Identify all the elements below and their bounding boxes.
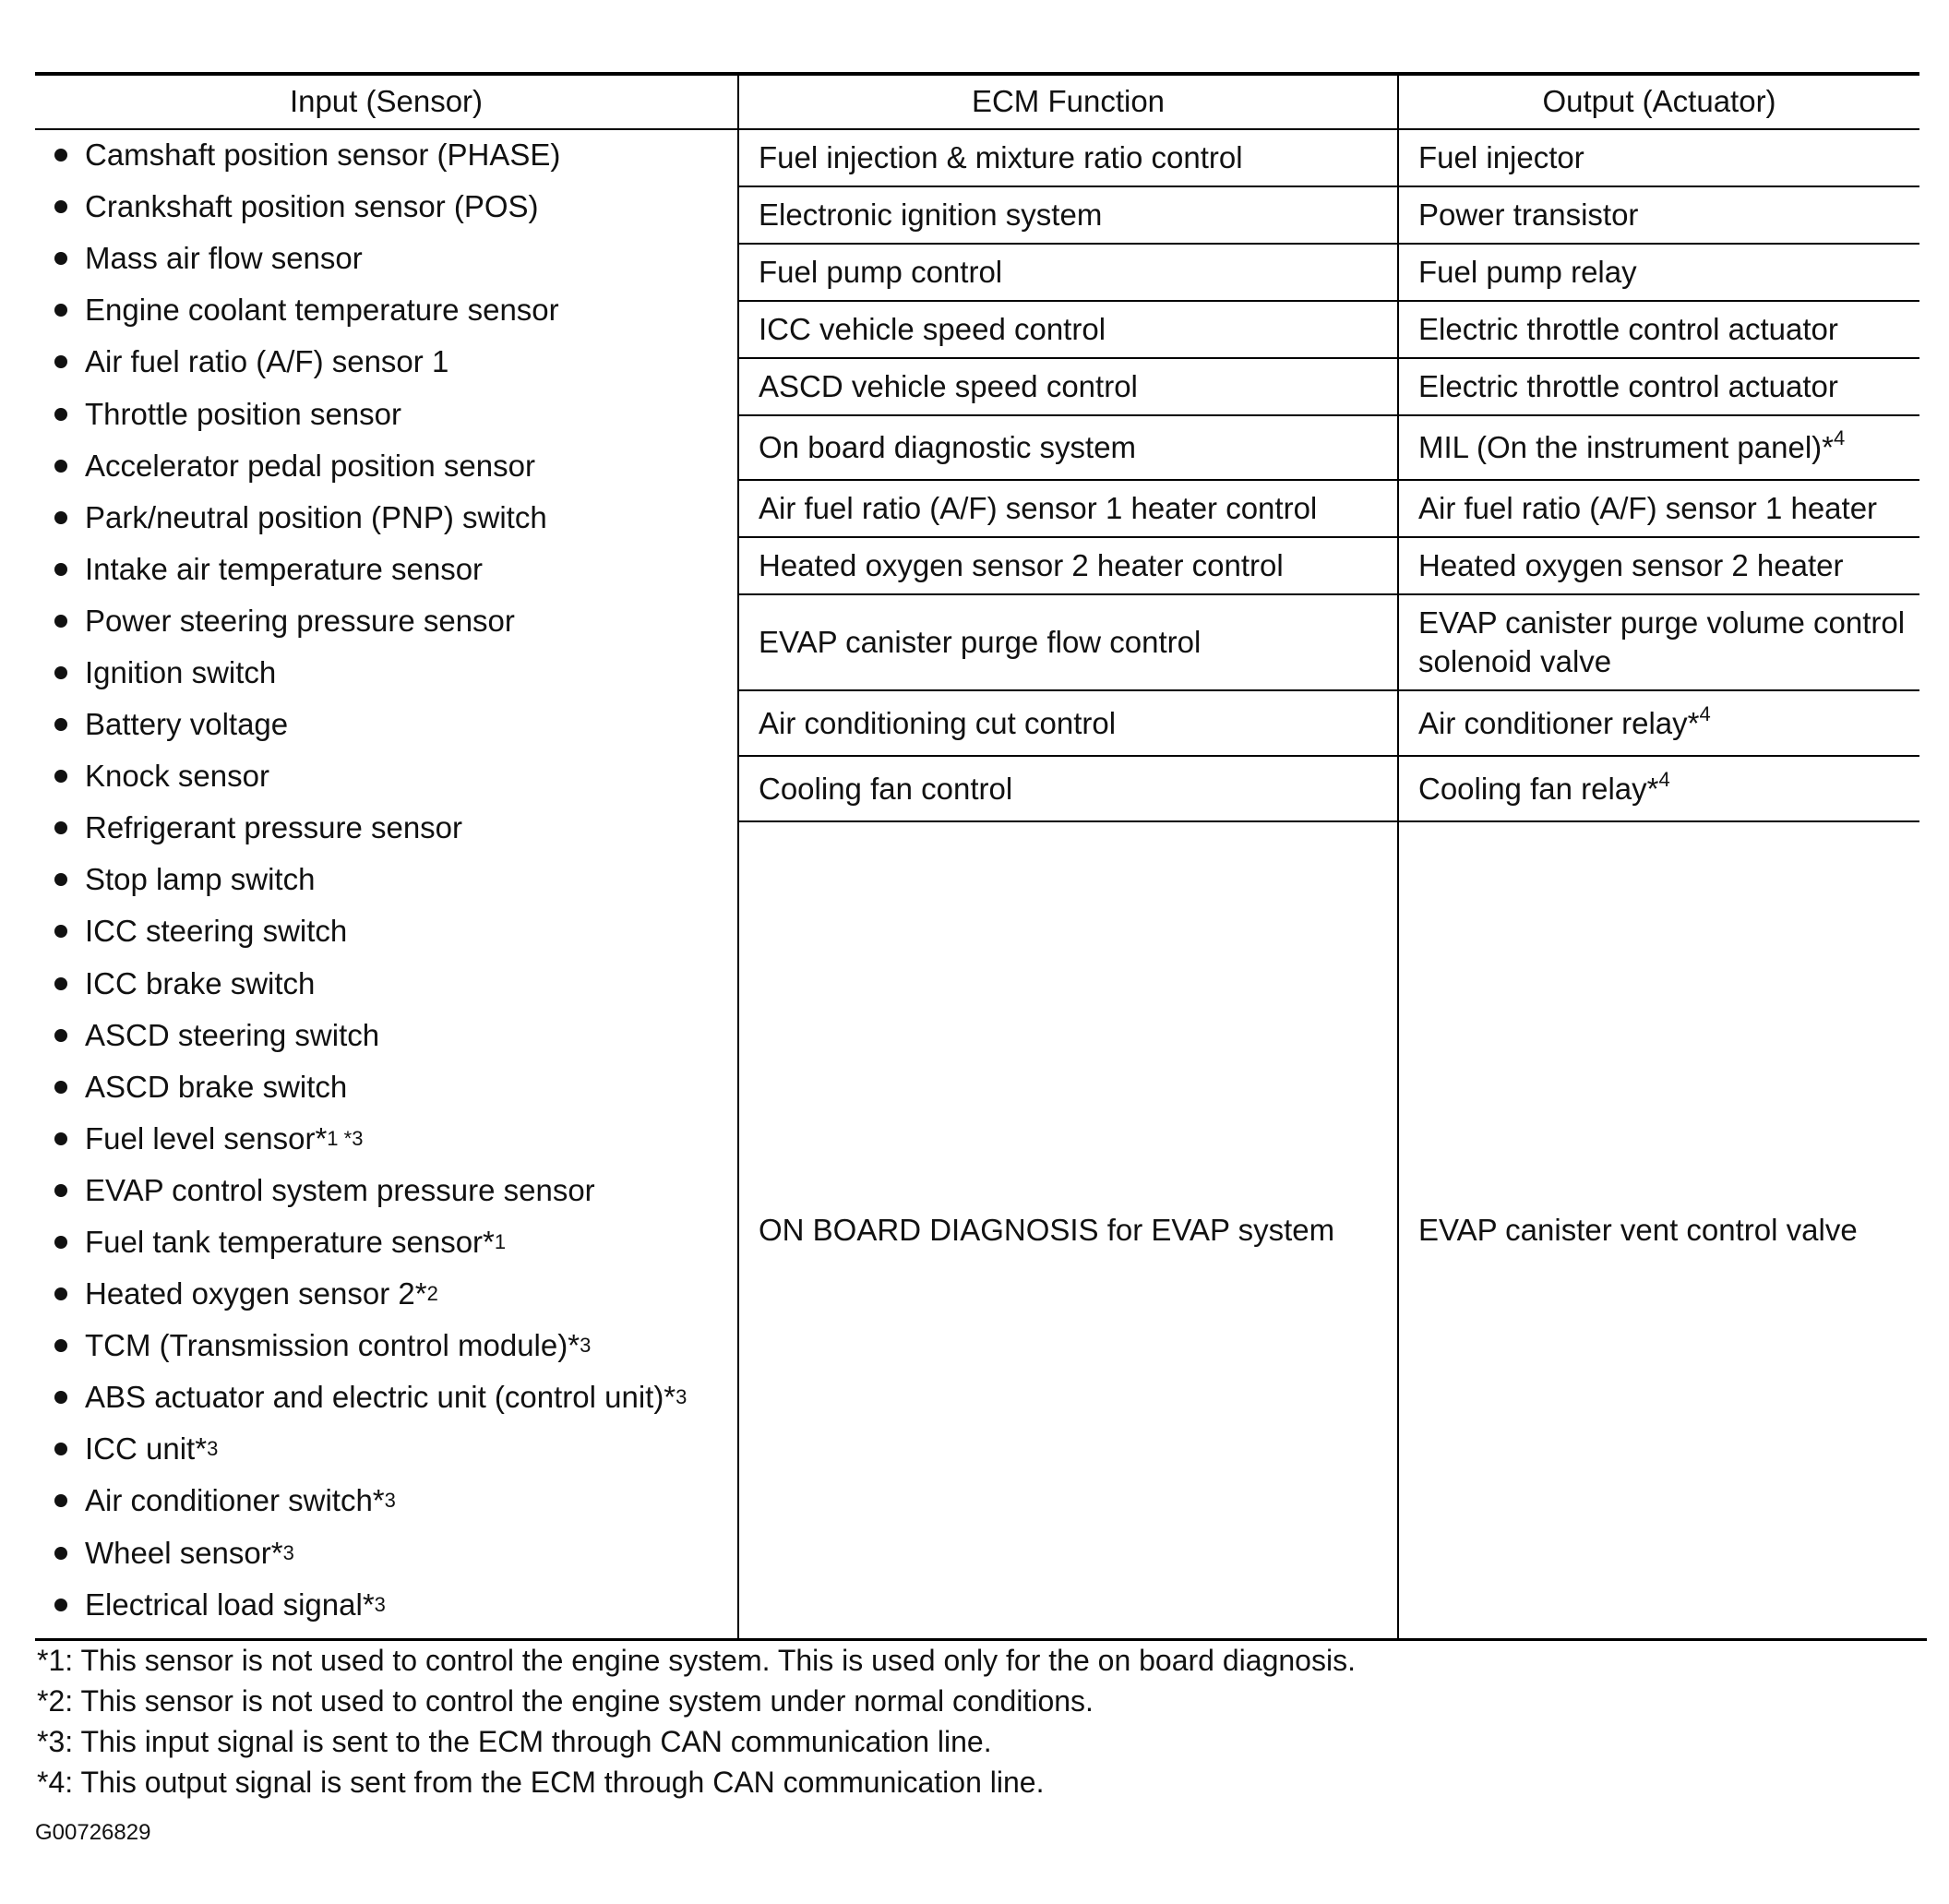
bullet-icon xyxy=(54,408,67,421)
bullet-icon xyxy=(54,149,67,162)
bullet-icon xyxy=(54,718,67,731)
input-list-item xyxy=(52,233,725,284)
output-label: MIL (On the instrument panel)* xyxy=(1418,430,1834,464)
input-list-item xyxy=(52,1165,725,1216)
bullet-icon xyxy=(54,511,67,524)
input-list-item: Fuel level sensor* 1 *3 xyxy=(52,1113,725,1165)
figure-code: G00726829 xyxy=(35,1820,151,1845)
input-list-item xyxy=(52,388,725,439)
input-list-item xyxy=(52,802,725,854)
bullet-icon xyxy=(54,873,67,886)
input-list-item xyxy=(52,492,725,544)
input-label: Camshaft position sensor (PHASE) xyxy=(85,138,561,173)
input-label: ABS actuator and electric unit (control unit)* xyxy=(85,1380,676,1415)
output-actuator-cell xyxy=(1418,301,1912,358)
input-label: ICC unit* xyxy=(85,1431,208,1467)
bullet-icon xyxy=(54,1547,67,1560)
input-label: TCM (Transmission control module)* xyxy=(85,1328,580,1363)
bullet-icon xyxy=(54,1339,67,1352)
input-label: ASCD steering switch xyxy=(85,1017,380,1052)
ecm-function-cell: Fuel injection & mixture ratio control xyxy=(759,140,1243,174)
bullet-icon xyxy=(54,1443,67,1455)
input-list-item xyxy=(52,647,725,699)
input-list-item xyxy=(52,440,725,492)
input-label: Air conditioner switch* xyxy=(85,1483,385,1518)
output-actuator-cell xyxy=(1418,358,1912,415)
output-label: Power transistor xyxy=(1418,198,1639,232)
bullet-icon xyxy=(54,615,67,628)
header-output: Output (Actuator) xyxy=(1542,84,1776,118)
input-sensor-list xyxy=(52,129,725,1631)
input-label: Park/neutral position (PNP) switch xyxy=(85,499,547,534)
footnote-3: *3: This input signal is sent to the ECM through CAN communication line. xyxy=(37,1725,992,1758)
output-label: EVAP canister purge volume control solenoid valve xyxy=(1418,605,1906,678)
bullet-icon xyxy=(54,821,67,834)
ecm-function-cell: Air fuel ratio (A/F) sensor 1 heater control xyxy=(759,491,1318,525)
ecm-function-cell: ASCD vehicle speed control xyxy=(759,369,1138,403)
column-divider-2 xyxy=(1397,74,1399,1639)
bullet-icon xyxy=(54,1132,67,1145)
input-list-item xyxy=(52,181,725,233)
input-label: Throttle position sensor xyxy=(85,396,402,431)
footnote-4: *4: This output signal is sent from the ECM through CAN communication line. xyxy=(37,1766,1045,1799)
input-label: Engine coolant temperature sensor xyxy=(85,293,559,328)
input-list-item: Fuel tank temperature sensor* 1 xyxy=(52,1216,725,1268)
output-label: Fuel pump relay xyxy=(1418,255,1637,289)
footnote-marker: 4 xyxy=(1699,701,1711,725)
bullet-icon xyxy=(54,1494,67,1507)
input-label: Refrigerant pressure sensor xyxy=(85,810,463,845)
header-ecm-function: ECM Function xyxy=(971,84,1166,118)
bullet-icon xyxy=(54,355,67,368)
input-label: Wheel sensor* xyxy=(85,1535,283,1570)
ecm-function-cell: Heated oxygen sensor 2 heater control xyxy=(759,548,1284,582)
ecm-function-cell: EVAP canister purge flow control xyxy=(759,625,1202,659)
bullet-icon xyxy=(54,1236,67,1249)
input-list-item xyxy=(52,1061,725,1113)
input-list-item xyxy=(52,750,725,802)
output-actuator-cell xyxy=(1418,480,1912,537)
output-label: Electric throttle control actuator xyxy=(1418,369,1838,403)
output-label: Air conditioner relay* xyxy=(1418,705,1700,740)
input-list-item: TCM (Transmission control module)* 3 xyxy=(52,1320,725,1371)
input-list-item: Electrical load signal* 3 xyxy=(52,1579,725,1631)
output-actuator-cell xyxy=(1418,690,1912,756)
output-actuator-cell xyxy=(1418,594,1912,690)
input-label: Crankshaft position sensor (POS) xyxy=(85,189,539,224)
column-divider-1 xyxy=(737,74,739,1639)
bullet-icon xyxy=(54,977,67,990)
bullet-icon xyxy=(54,1029,67,1042)
output-actuator-cell xyxy=(1418,244,1912,301)
output-label: Heated oxygen sensor 2 heater xyxy=(1418,548,1844,582)
output-label: EVAP canister vent control valve xyxy=(1418,1213,1858,1247)
bullet-icon xyxy=(54,563,67,576)
bullet-icon xyxy=(54,1081,67,1094)
ecm-function-cell: Cooling fan control xyxy=(759,771,1013,806)
bullet-icon xyxy=(54,925,67,938)
input-list-item xyxy=(52,958,725,1010)
input-label: Accelerator pedal position sensor xyxy=(85,448,535,483)
input-label: Battery voltage xyxy=(85,707,289,742)
input-list-item xyxy=(52,544,725,595)
output-label: Fuel injector xyxy=(1418,140,1584,174)
input-label: Electrical load signal* xyxy=(85,1587,375,1622)
ecm-function-cell: ICC vehicle speed control xyxy=(759,312,1106,346)
footnote-marker: 4 xyxy=(1658,767,1670,791)
input-label: ICC steering switch xyxy=(85,914,348,949)
input-label: Intake air temperature sensor xyxy=(85,551,484,586)
input-list-item xyxy=(52,284,725,336)
bullet-icon xyxy=(54,460,67,473)
input-list-item xyxy=(52,854,725,905)
ecm-function-cell: ON BOARD DIAGNOSIS for EVAP system xyxy=(759,1213,1335,1247)
input-label: Knock sensor xyxy=(85,759,269,794)
bullet-icon xyxy=(54,1599,67,1611)
output-label: Air fuel ratio (A/F) sensor 1 heater xyxy=(1418,491,1878,525)
input-label: Fuel tank temperature sensor* xyxy=(85,1225,495,1260)
footnotes xyxy=(37,1640,1606,1802)
output-actuator-cell xyxy=(1418,756,1912,821)
input-list-item: ICC unit* 3 xyxy=(52,1423,725,1475)
bullet-icon xyxy=(54,200,67,213)
input-list-item xyxy=(52,595,725,647)
bullet-icon xyxy=(54,1287,67,1300)
ecm-function-cell: On board diagnostic system xyxy=(759,430,1137,464)
input-list-item xyxy=(52,336,725,388)
ecm-function-cell: Fuel pump control xyxy=(759,255,1003,289)
input-label: ASCD brake switch xyxy=(85,1069,348,1104)
input-label: Stop lamp switch xyxy=(85,862,316,897)
input-label: Mass air flow sensor xyxy=(85,241,363,276)
input-label: EVAP control system pressure sensor xyxy=(85,1172,595,1207)
input-list-item: Air conditioner switch* 3 xyxy=(52,1475,725,1527)
input-label: Fuel level sensor* xyxy=(85,1120,328,1156)
bullet-icon xyxy=(54,1184,67,1197)
output-label: Cooling fan relay* xyxy=(1418,771,1659,806)
bullet-icon xyxy=(54,252,67,265)
footnote-marker: 4 xyxy=(1833,426,1846,449)
bullet-icon xyxy=(54,1391,67,1404)
input-label: Power steering pressure sensor xyxy=(85,603,515,638)
bullet-icon xyxy=(54,304,67,317)
input-list-item: Heated oxygen sensor 2* 2 xyxy=(52,1268,725,1320)
input-list-item: Wheel sensor* 3 xyxy=(52,1527,725,1579)
input-list-item xyxy=(52,1010,725,1061)
input-label: ICC brake switch xyxy=(85,965,316,1000)
output-label: Electric throttle control actuator xyxy=(1418,312,1838,346)
output-actuator-cell xyxy=(1418,821,1912,1639)
output-actuator-cell xyxy=(1418,537,1912,594)
output-actuator-cell xyxy=(1418,186,1912,244)
header-input: Input (Sensor) xyxy=(289,84,484,118)
bullet-icon xyxy=(54,770,67,783)
input-list-item xyxy=(52,905,725,957)
bullet-icon xyxy=(54,666,67,679)
input-list-item xyxy=(52,129,725,181)
input-label: Ignition switch xyxy=(85,654,277,689)
input-list-item xyxy=(52,699,725,750)
input-label: Air fuel ratio (A/F) sensor 1 xyxy=(85,344,449,379)
footnote-1: *1: This sensor is not used to control the engine system. This is used only for the on board diagnosis. xyxy=(37,1644,1356,1677)
output-actuator-cell xyxy=(1418,129,1912,186)
output-actuator-cell xyxy=(1418,415,1912,480)
footnote-2: *2: This sensor is not used to control the engine system under normal conditions. xyxy=(37,1684,1094,1718)
input-label: Heated oxygen sensor 2* xyxy=(85,1276,427,1311)
ecm-function-cell: Air conditioning cut control xyxy=(759,705,1117,740)
input-list-item: ABS actuator and electric unit (control unit)* 3 xyxy=(52,1371,725,1423)
ecm-function-cell: Electronic ignition system xyxy=(759,198,1103,232)
